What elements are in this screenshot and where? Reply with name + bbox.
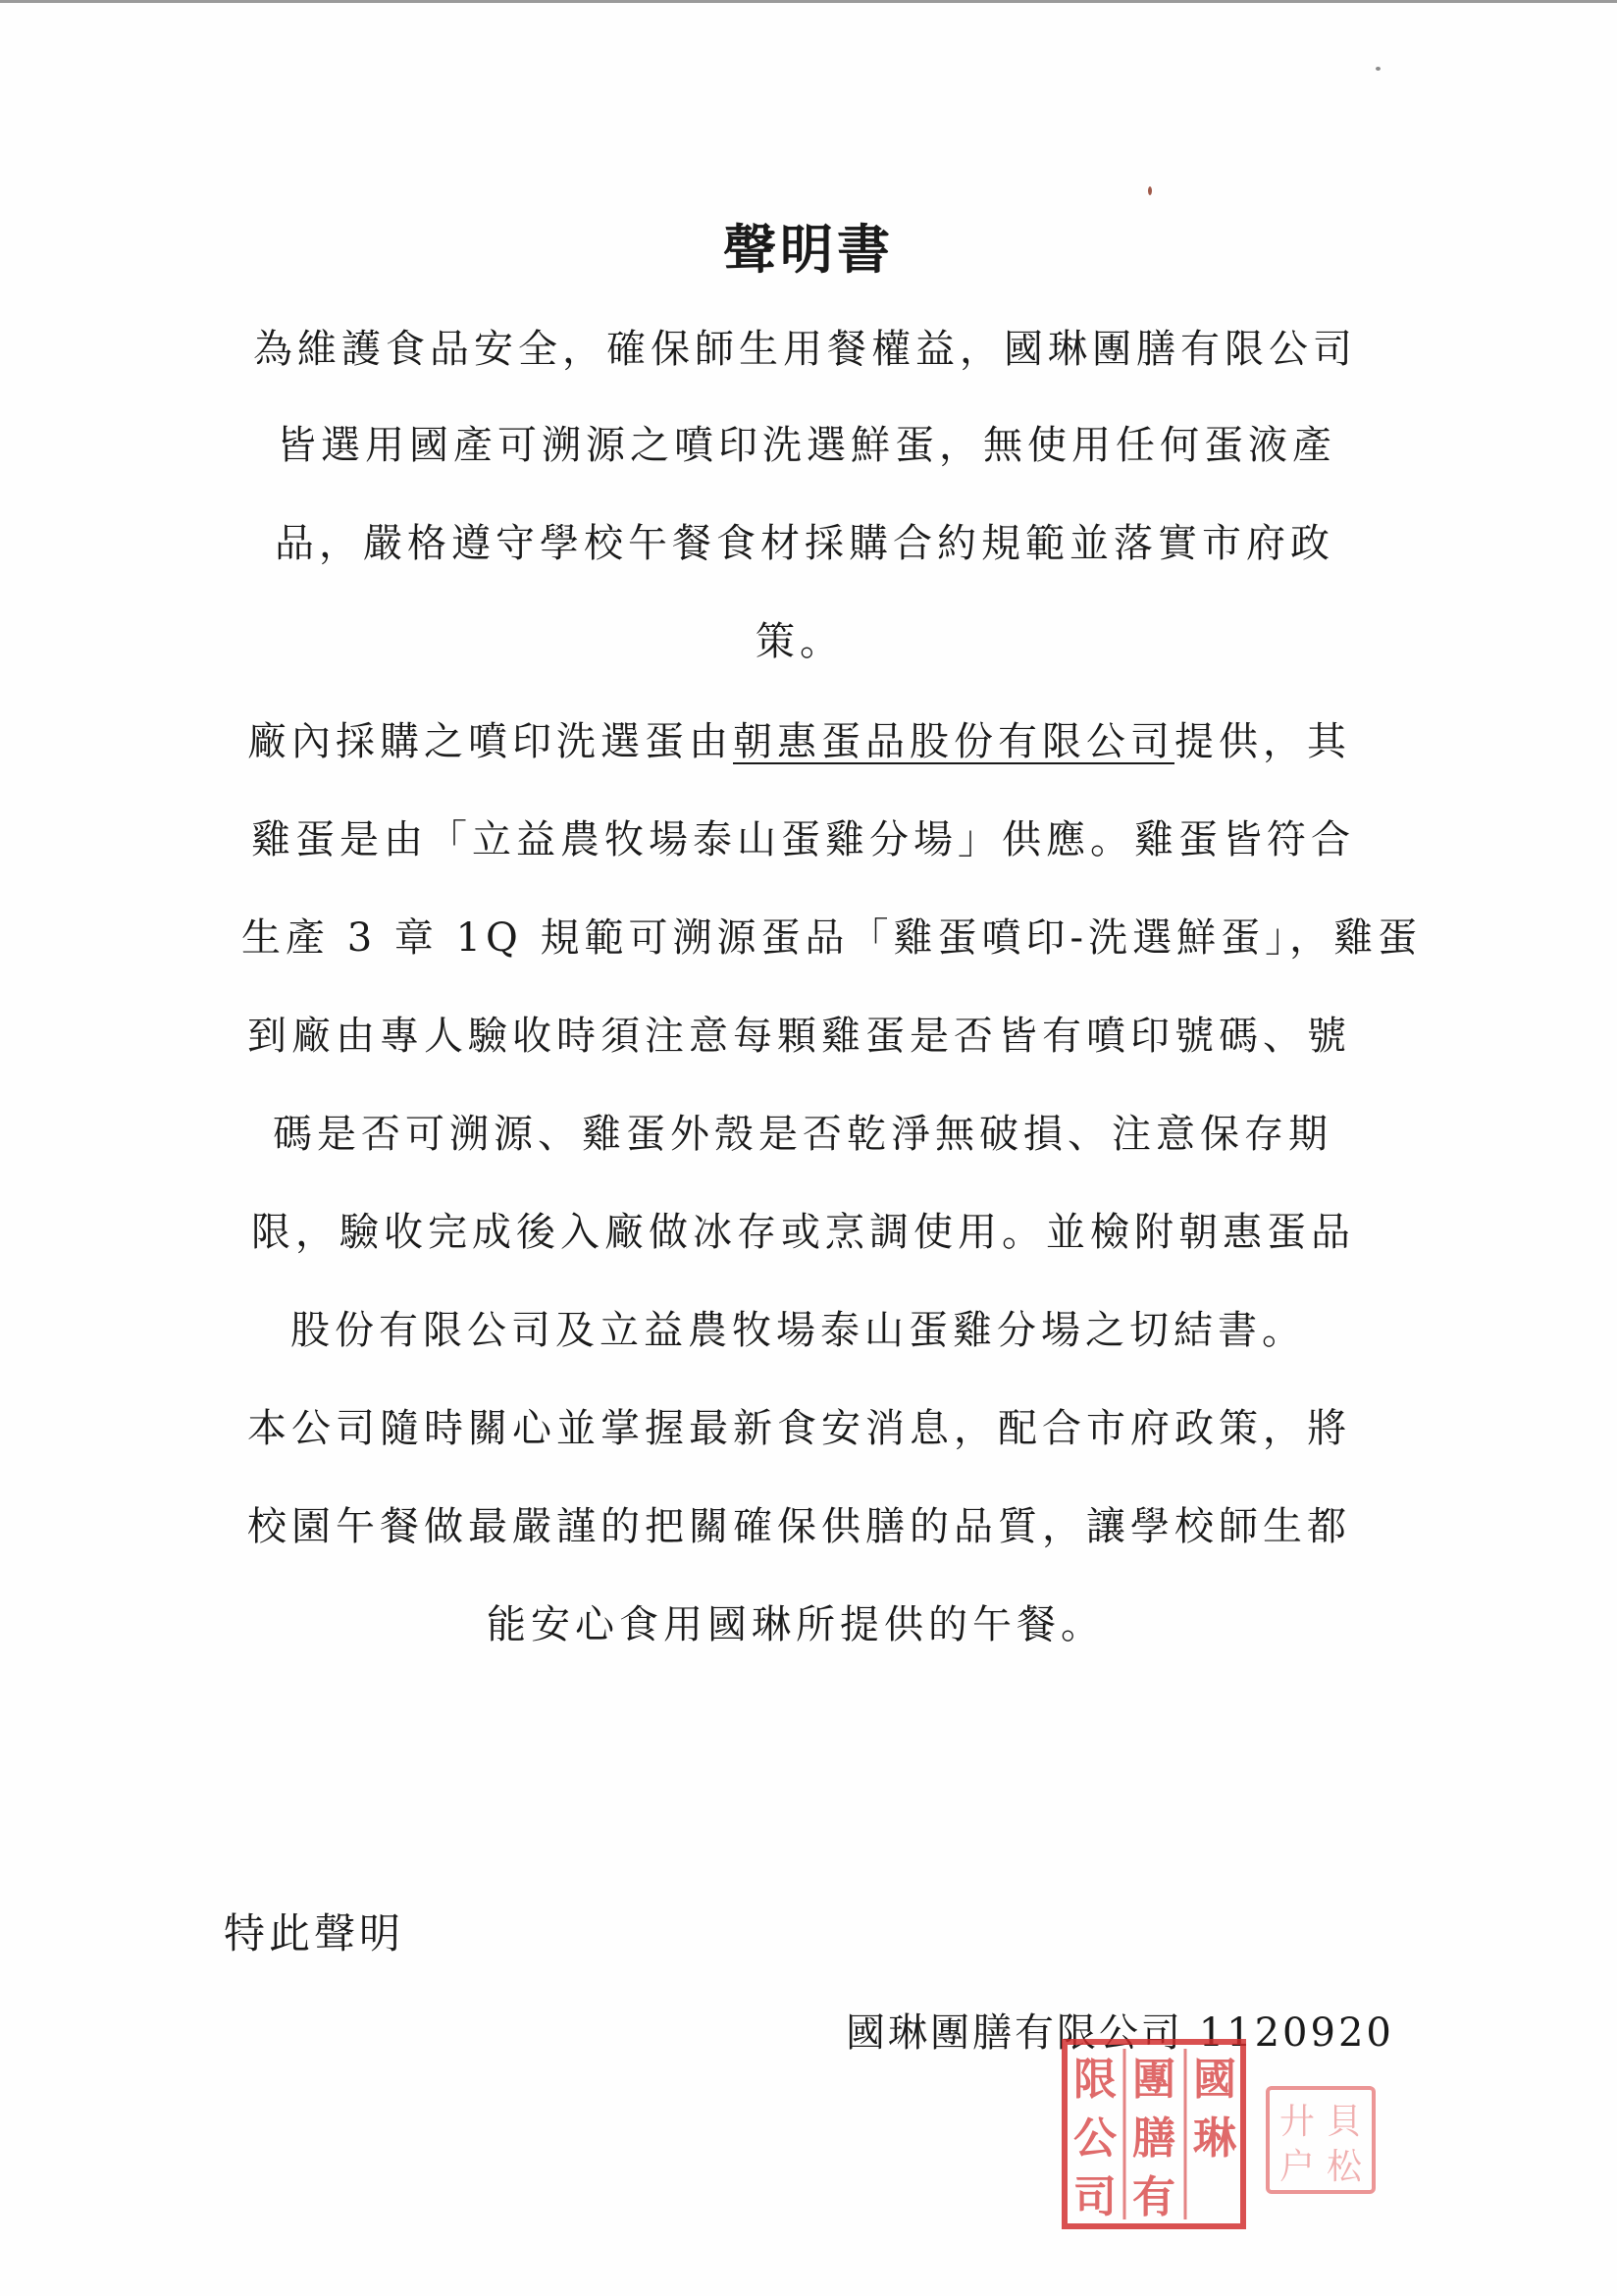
svg-text:團: 團 bbox=[1132, 2055, 1175, 2105]
paragraph-line: 為維護食品安全，確保師生用餐權益，國琳團膳有限公司 bbox=[253, 327, 1357, 372]
paragraph-line: 雞蛋是由「立益農牧場泰山蛋雞分場」供應。雞蛋皆符合 bbox=[251, 817, 1355, 862]
personal-seal-graphic bbox=[1270, 2090, 1372, 2190]
line-prefix: 廠內採購之噴印洗選蛋由 bbox=[247, 719, 733, 764]
paragraph-line: 碼是否可溯源、雞蛋外殼是否乾淨無破損、注意保存期 bbox=[273, 1112, 1332, 1157]
svg-text:松: 松 bbox=[1326, 2147, 1363, 2187]
svg-text:限: 限 bbox=[1073, 2055, 1117, 2105]
company-seal-graphic bbox=[1068, 2045, 1240, 2223]
svg-text:琳: 琳 bbox=[1193, 2113, 1236, 2164]
signature-line: 國琳團膳有限公司 1120920 bbox=[846, 2010, 1394, 2056]
paragraph-line: 生產 3 章 1Q 規範可溯源蛋品「雞蛋噴印-洗選鮮蛋」，雞蛋 bbox=[241, 915, 1423, 961]
svg-text:膳: 膳 bbox=[1132, 2113, 1175, 2164]
svg-text:貝: 貝 bbox=[1326, 2102, 1363, 2142]
paragraph-line: 校園午餐做最嚴謹的把關確保供膳的品質，讓學校師生都 bbox=[247, 1504, 1351, 1549]
closing-statement: 特此聲明 bbox=[224, 1909, 405, 1957]
paragraph-line: 策。 bbox=[756, 619, 844, 664]
paragraph-line: 到廠由專人驗收時須注意每顆雞蛋是否皆有噴印號碼、號 bbox=[247, 1014, 1351, 1059]
supplier-name: 朝惠蛋品股份有限公司 bbox=[733, 719, 1174, 764]
svg-text:有: 有 bbox=[1132, 2172, 1175, 2222]
scan-speck bbox=[1376, 67, 1381, 71]
paragraph-line: 本公司隨時關心並掌握最新食安消息，配合市府政策，將 bbox=[247, 1406, 1351, 1451]
document-title: 聲明書 bbox=[723, 218, 894, 281]
svg-text:廾: 廾 bbox=[1278, 2102, 1316, 2142]
svg-text:司: 司 bbox=[1073, 2172, 1117, 2222]
paragraph-line: 皆選用國產可溯源之噴印洗選鮮蛋，無使用任何蛋液產 bbox=[277, 423, 1336, 468]
paragraph-line: 能安心食用國琳所提供的午餐。 bbox=[487, 1602, 1105, 1647]
company-seal-stamp bbox=[1062, 2039, 1246, 2229]
svg-text:國: 國 bbox=[1193, 2055, 1236, 2105]
svg-text:户: 户 bbox=[1278, 2147, 1316, 2187]
paragraph-line: 品，嚴格遵守學校午餐食材採購合約規範並落實市府政 bbox=[275, 521, 1334, 566]
paragraph-line: 股份有限公司及立益農牧場泰山蛋雞分場之切結書。 bbox=[290, 1308, 1306, 1353]
paragraph-line bbox=[247, 719, 1351, 764]
personal-seal-stamp bbox=[1266, 2086, 1376, 2194]
line-suffix: 提供，其 bbox=[1174, 719, 1351, 764]
scan-edge bbox=[0, 0, 1617, 3]
paragraph-line: 限，驗收完成後入廠做冰存或烹調使用。並檢附朝惠蛋品 bbox=[251, 1210, 1355, 1255]
svg-text:公: 公 bbox=[1073, 2113, 1117, 2164]
scan-speck bbox=[1148, 186, 1152, 195]
